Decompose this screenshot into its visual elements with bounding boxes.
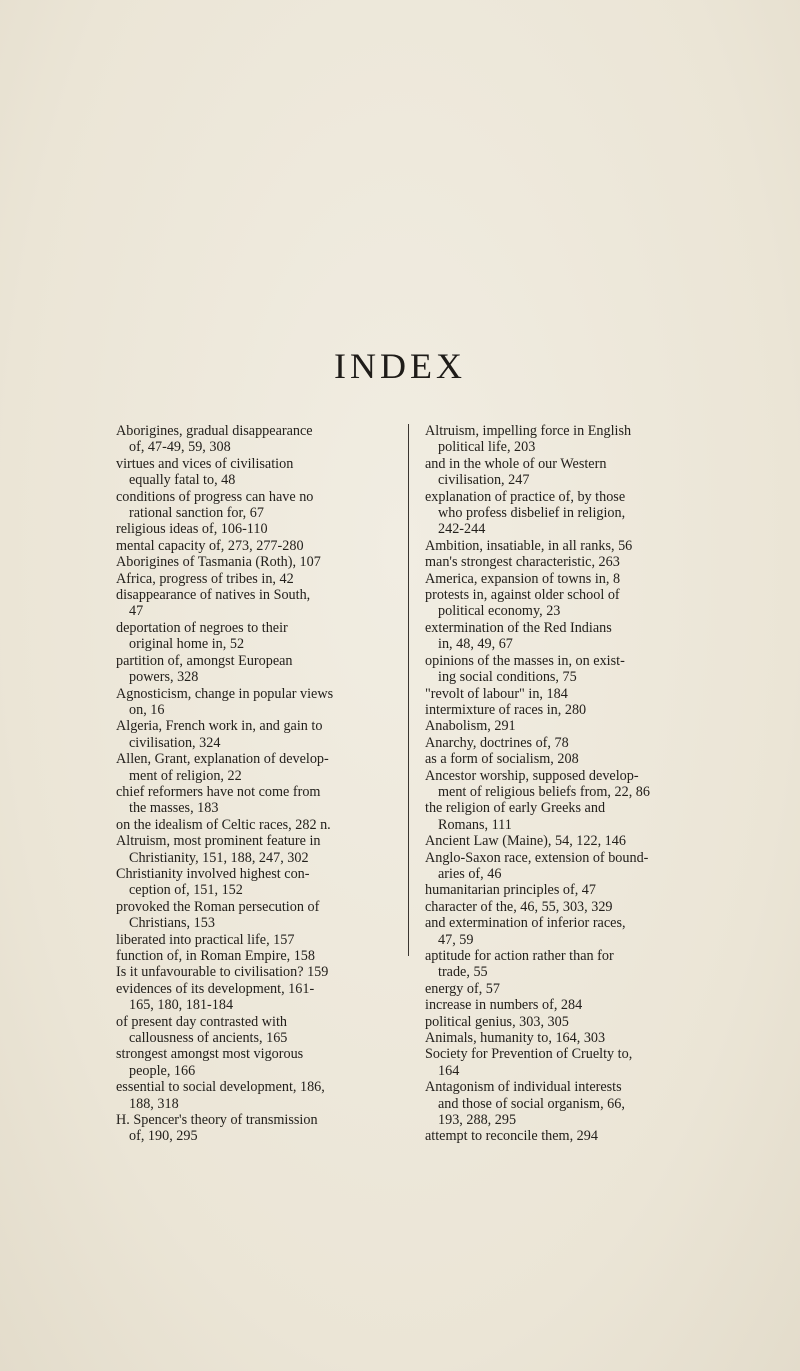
index-line: civilisation, 324 <box>129 734 221 751</box>
index-line: and those of social organism, 66, <box>438 1095 625 1112</box>
index-line: Is it unfavourable to civilisation? 159 <box>116 964 329 981</box>
index-line: trade, 55 <box>438 964 488 981</box>
index-column-left <box>116 423 398 1145</box>
index-line: and in the whole of our Western <box>425 455 607 472</box>
index-line: political life, 203 <box>438 439 536 456</box>
index-line: Algeria, French work in, and gain to <box>116 718 323 735</box>
index-line: Anarchy, doctrines of, 78 <box>425 734 569 751</box>
index-line: Africa, progress of tribes in, 42 <box>116 570 294 587</box>
index-line: humanitarian principles of, 47 <box>425 882 596 899</box>
index-line: aries of, 46 <box>438 865 502 882</box>
page-title: INDEX <box>334 346 466 386</box>
index-line: evidences of its development, 161- <box>116 980 315 997</box>
index-line: on, 16 <box>129 701 165 718</box>
index-line: Animals, humanity to, 164, 303 <box>425 1030 606 1047</box>
index-line: function of, in Roman Empire, 158 <box>116 948 315 964</box>
index-line: 193, 288, 295 <box>438 1112 517 1129</box>
index-line: of, 190, 295 <box>129 1128 198 1145</box>
index-line: partition of, amongst European <box>116 652 293 669</box>
index-line: chief reformers have not come from <box>116 783 321 800</box>
index-line: Anglo-Saxon race, extension of bound- <box>425 849 649 866</box>
index-line: Romans, 111 <box>438 816 512 833</box>
index-line: Antagonism of individual interests <box>425 1079 622 1096</box>
index-line: Ancient Law (Maine), 54, 122, 146 <box>425 833 626 850</box>
index-line: character of the, 46, 55, 303, 329 <box>425 898 613 915</box>
index-line: intermixture of races in, 280 <box>425 701 587 718</box>
index-line: disappearance of natives in South, <box>116 587 311 604</box>
index-line: explanation of practice of, by those <box>425 488 626 505</box>
index-line: Ambition, insatiable, in all ranks, 56 <box>425 537 633 554</box>
index-line: 164 <box>438 1062 460 1079</box>
index-line: 165, 180, 181-184 <box>129 997 234 1014</box>
index-line: "revolt of labour" in, 184 <box>425 685 568 702</box>
index-line: Aborigines of Tasmania (Roth), 107 <box>116 554 321 571</box>
index-line: powers, 328 <box>129 669 199 686</box>
index-line: deportation of negroes to their <box>116 619 288 636</box>
index-column-right <box>425 423 705 1145</box>
index-line: virtues and vices of civilisation <box>116 455 294 472</box>
index-line: equally fatal to, 48 <box>129 472 236 489</box>
index-line: 242-244 <box>438 521 486 538</box>
index-line: man's strongest characteristic, 263 <box>425 554 620 571</box>
index-line: callousness of ancients, 165 <box>129 1030 288 1047</box>
index-line: Allen, Grant, explanation of develop- <box>116 751 329 768</box>
index-line: America, expansion of towns in, 8 <box>425 570 621 587</box>
index-line: Christianity, 151, 188, 247, 302 <box>129 849 309 866</box>
index-line: extermination of the Red Indians <box>425 619 612 636</box>
index-line: liberated into practical life, 157 <box>116 931 295 948</box>
index-line: Christians, 153 <box>129 915 215 932</box>
index-line: 47, 59 <box>438 931 474 948</box>
index-line: religious ideas of, 106-110 <box>116 521 268 538</box>
index-line: of present day contrasted with <box>116 1013 287 1030</box>
index-line: in, 48, 49, 67 <box>438 636 513 653</box>
index-line: opinions of the masses in, on exist- <box>425 652 625 669</box>
index-line: aptitude for action rather than for <box>425 948 614 964</box>
index-line: on the idealism of Celtic races, 282 n. <box>116 816 331 833</box>
index-line: attempt to reconcile them, 294 <box>425 1128 598 1145</box>
index-line: Christianity involved highest con- <box>116 865 310 882</box>
index-line: and extermination of inferior races, <box>425 915 626 932</box>
index-line: conditions of progress can have no <box>116 488 314 505</box>
index-line: as a form of socialism, 208 <box>425 751 579 768</box>
index-line: Society for Prevention of Cruelty to, <box>425 1046 633 1063</box>
index-line: the religion of early Greeks and <box>425 800 606 817</box>
index-line: energy of, 57 <box>425 980 500 997</box>
index-line: ing social conditions, 75 <box>438 669 577 686</box>
index-line: essential to social development, 186, <box>116 1079 325 1096</box>
index-line: Aborigines, gradual disappearance <box>116 423 313 439</box>
index-line: Altruism, most prominent feature in <box>116 833 321 850</box>
index-line: provoked the Roman persecution of <box>116 898 320 915</box>
index-line: ment of religion, 22 <box>129 767 242 784</box>
index-line: who profess disbelief in religion, <box>438 505 626 522</box>
index-line: Anabolism, 291 <box>425 718 516 735</box>
index-line: rational sanction for, 67 <box>129 505 264 522</box>
index-line: political genius, 303, 305 <box>425 1013 569 1030</box>
index-line: mental capacity of, 273, 277-280 <box>116 537 304 554</box>
index-line: political economy, 23 <box>438 603 561 620</box>
index-line: civilisation, 247 <box>438 472 530 489</box>
index-line: Ancestor worship, supposed develop- <box>425 767 639 784</box>
index-line: Altruism, impelling force in English <box>425 423 632 439</box>
index-line: original home in, 52 <box>129 636 245 653</box>
column-divider <box>408 424 409 956</box>
index-line: protests in, against older school of <box>425 587 620 604</box>
index-line: ment of religious beliefs from, 22, 86 <box>438 783 650 800</box>
index-line: of, 47-49, 59, 308 <box>129 439 231 456</box>
index-line: 188, 318 <box>129 1095 179 1112</box>
index-line: ception of, 151, 152 <box>129 882 243 899</box>
index-line: 47 <box>129 603 144 620</box>
index-line: the masses, 183 <box>129 800 219 817</box>
index-line: increase in numbers of, 284 <box>425 997 583 1014</box>
index-line: strongest amongst most vigorous <box>116 1046 304 1063</box>
index-line: H. Spencer's theory of transmission <box>116 1112 318 1129</box>
index-line: Agnosticism, change in popular views <box>116 685 334 702</box>
index-line: people, 166 <box>129 1062 196 1079</box>
